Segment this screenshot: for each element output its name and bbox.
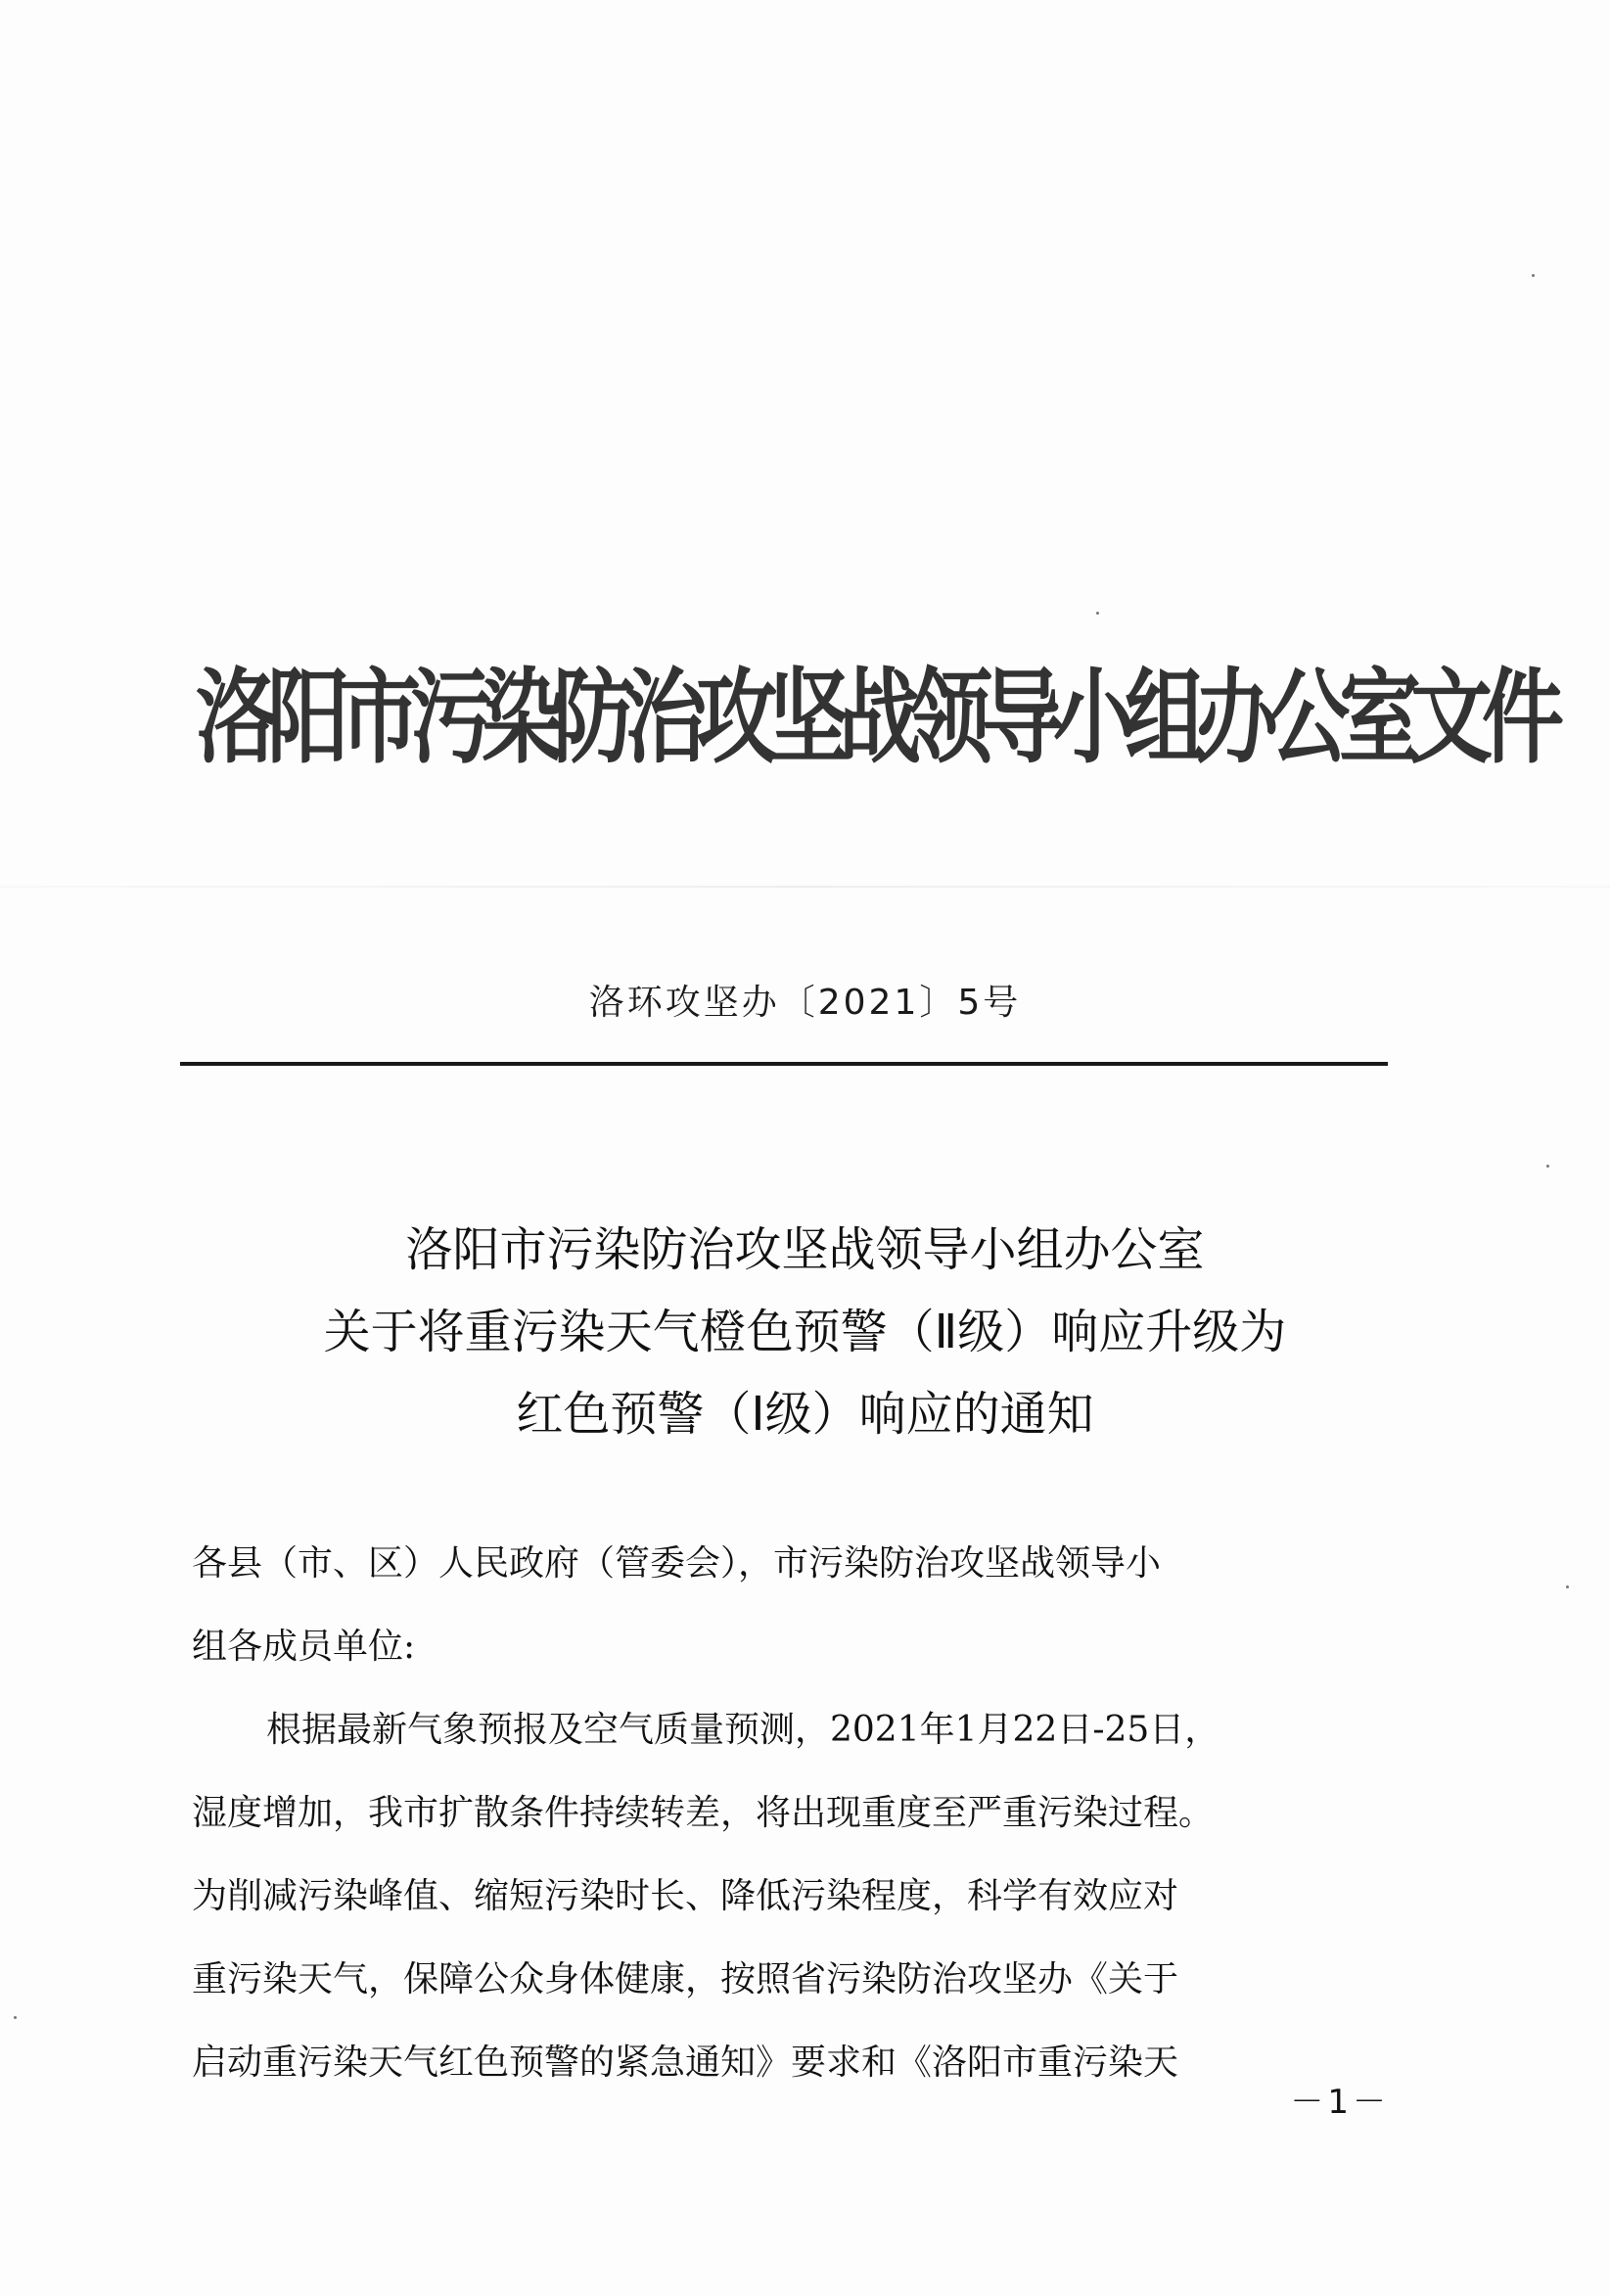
body-paragraph-line: 湿度增加，我市扩散条件持续转差，将出现重度至严重污染过程。 xyxy=(192,1793,1215,1833)
body-paragraph-line: 为削减污染峰值、缩短污染时长、降低污染程度，科学有效应对 xyxy=(192,1876,1179,1916)
header-divider xyxy=(180,1062,1388,1066)
scan-speck xyxy=(1096,612,1099,615)
scan-speck xyxy=(1532,274,1535,277)
body-paragraph-line: 重污染天气，保障公众身体健康，按照省污染防治攻坚办《关于 xyxy=(192,1959,1179,1999)
notice-title-line: 洛阳市污染防治攻坚战领导小组办公室 xyxy=(405,1222,1205,1277)
addressee-line: 组各成员单位: xyxy=(192,1627,416,1667)
body-paragraph-line: 根据最新气象预报及空气质量预测，2021年1月22日-25日， xyxy=(266,1710,1220,1750)
document-number: 洛环攻坚办〔2021〕5号 xyxy=(588,983,1022,1023)
notice-title-line: 关于将重污染天气橙色预警（Ⅱ级）响应升级为 xyxy=(323,1305,1287,1359)
scan-fold-line xyxy=(0,886,1610,888)
notice-title xyxy=(0,1209,1610,1455)
notice-body xyxy=(192,1522,1378,2104)
scan-speck xyxy=(1546,1165,1549,1168)
scan-speck xyxy=(14,2016,17,2019)
issuing-office-header: 洛阳市污染防治攻坚战领导小组办公室文件 xyxy=(196,656,1554,778)
notice-title-line: 红色预警（Ⅰ级）响应的通知 xyxy=(516,1387,1094,1442)
page-number: －1－ xyxy=(1290,2083,1390,2122)
scan-speck xyxy=(1566,1585,1569,1588)
addressee-line: 各县（市、区）人民政府（管委会），市污染防治攻坚战领导小 xyxy=(192,1543,1162,1584)
body-paragraph-line: 启动重污染天气红色预警的紧急通知》要求和《洛阳市重污染天 xyxy=(192,2043,1179,2083)
